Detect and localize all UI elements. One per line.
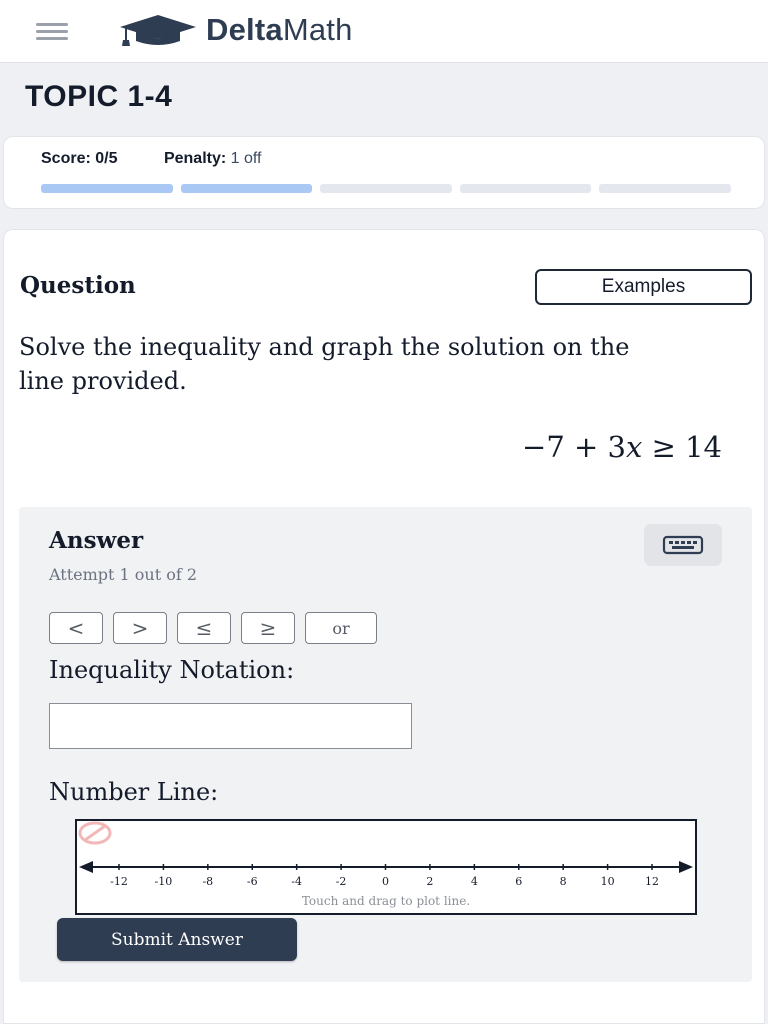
- question-prompt: Solve the inequality and graph the solution on the line provided.: [19, 333, 630, 395]
- penalty-value: 1 off: [230, 150, 262, 167]
- number-line-tick-label: 0: [382, 875, 389, 888]
- keyboard-button[interactable]: [644, 524, 722, 566]
- equation: [522, 430, 722, 464]
- logo-text: DeltaMath: [206, 12, 353, 47]
- score-label: Score:: [41, 150, 91, 167]
- inequality-notation-label: Inequality Notation:: [49, 656, 295, 684]
- less-than-button[interactable]: <: [49, 612, 103, 644]
- page-title: TOPIC 1-4: [25, 80, 173, 113]
- answer-panel: [19, 507, 752, 982]
- equation-right: 14: [685, 430, 722, 464]
- progress-bar: [41, 184, 731, 193]
- question-card: [3, 229, 765, 1024]
- number-line-tick-label: 4: [470, 875, 478, 888]
- penalty-label: Penalty:: [163, 150, 227, 167]
- number-line-tick-label: -4: [291, 875, 303, 888]
- left-arrow-icon: [79, 861, 93, 873]
- menu-icon[interactable]: [36, 22, 68, 42]
- greater-equal-button[interactable]: ≥: [241, 612, 295, 644]
- greater-than-button[interactable]: >: [113, 612, 167, 644]
- score-line: [41, 150, 262, 168]
- less-equal-button[interactable]: ≤: [177, 612, 231, 644]
- deltamath-logo[interactable]: [118, 12, 353, 48]
- progress-segment: [181, 184, 313, 193]
- number-line-tick-label: -6: [246, 875, 258, 888]
- question-heading: Question: [20, 272, 136, 299]
- score-card: [3, 136, 765, 209]
- progress-segment: [460, 184, 592, 193]
- number-line-hint: Touch and drag to plot line.: [301, 894, 471, 908]
- attempt-counter: Attempt 1 out of 2: [49, 565, 198, 584]
- number-line-tick-label: -12: [110, 875, 128, 888]
- progress-segment: [41, 184, 173, 193]
- number-line-tick-label: 6: [515, 875, 523, 888]
- right-arrow-icon: [679, 861, 693, 873]
- progress-segment: [599, 184, 731, 193]
- number-line-tick-label: -2: [335, 875, 347, 888]
- number-line-tick-label: 2: [426, 875, 434, 888]
- graduation-cap-icon: [118, 13, 198, 47]
- answer-heading: Answer: [49, 527, 144, 554]
- number-line-tick-label: -10: [154, 875, 173, 888]
- equation-left: −7 + 3: [522, 430, 626, 464]
- inequality-input[interactable]: [49, 703, 412, 749]
- symbol-buttons: [49, 612, 377, 644]
- examples-button[interactable]: Examples: [535, 269, 752, 305]
- number-line-label: Number Line:: [49, 778, 219, 806]
- number-line-tick-label: 8: [559, 875, 567, 888]
- number-line-tick-label: 10: [600, 875, 615, 888]
- top-bar: [0, 0, 768, 63]
- equation-operator: ≥: [651, 430, 676, 464]
- keyboard-icon: [662, 535, 704, 555]
- submit-answer-button[interactable]: Submit Answer: [57, 918, 297, 961]
- number-line-tick-label: -8: [202, 875, 214, 888]
- progress-segment: [320, 184, 452, 193]
- number-line-tick-label: 12: [645, 875, 659, 888]
- score-value: 0/5: [95, 150, 118, 167]
- or-button[interactable]: or: [305, 612, 377, 644]
- number-line-canvas[interactable]: [75, 819, 697, 915]
- equation-variable: x: [625, 430, 643, 464]
- clear-icon[interactable]: [77, 821, 113, 845]
